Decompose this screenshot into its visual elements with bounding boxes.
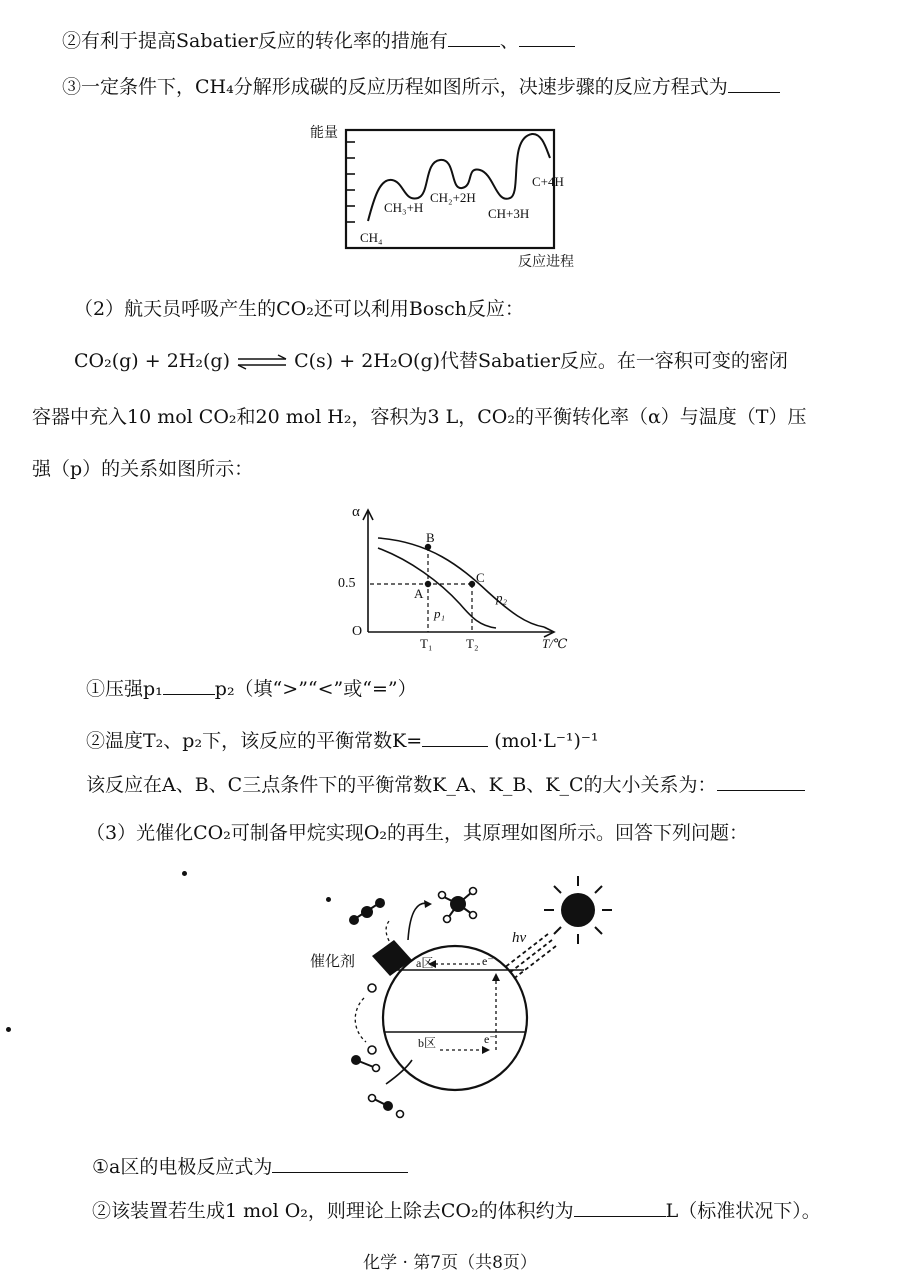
q2-line3: 强（p）的关系如图所示： [32, 458, 254, 480]
q2-line2: 容器中充入10 mol CO₂和20 mol H₂，容积为3 L，CO₂的平衡转化率（α）与温度（T）压 [32, 406, 807, 428]
answer-blank[interactable] [422, 728, 488, 747]
y-tick-label: 0.5 [338, 576, 356, 591]
x-axis-label: T/℃ [542, 636, 568, 651]
x-tick-label-t1: T₁ [420, 636, 433, 651]
q2-intro: （2）航天员呼吸产生的CO₂还可以利用Bosch反应： [74, 298, 524, 320]
species-label: CH₂+2H [430, 190, 476, 205]
point-label-a: A [414, 586, 424, 601]
species-label: CH+3H [488, 206, 530, 221]
q2-item1: ①压强p₁ p₂（填“>”“<”或“=”） [86, 678, 417, 700]
scan-speck [326, 897, 331, 902]
answer-blank[interactable] [728, 74, 780, 93]
zone-a-label: a区 [416, 956, 434, 970]
answer-blank[interactable] [448, 28, 500, 47]
point-label-c: C [476, 570, 485, 585]
x-tick-label-t2: T₂ [466, 636, 479, 651]
answer-blank[interactable] [163, 676, 215, 695]
point-label-b: B [426, 530, 435, 545]
q2-equation: CO₂(g) + 2H₂(g) C(s) + 2H₂O(g)代替Sabatier反应。在一容积可变的密闭 [74, 350, 788, 372]
q2-item2: ②温度T₂、p₂下，该反应的平衡常数K= (mol·L⁻¹)⁻¹ [86, 730, 599, 752]
curve-label-p1: p₁ [434, 606, 446, 621]
page-footer: 化学 · 第7页（共8页） [363, 1253, 537, 1273]
zone-b-label: b区 [418, 1036, 437, 1050]
answer-blank[interactable] [519, 28, 575, 47]
species-label: CH₄ [360, 230, 383, 245]
electron-label-bottom: e⁻ [484, 1032, 496, 1046]
origin-label: O [352, 624, 363, 639]
q3-item2: ②该装置若生成1 mol O₂，则理论上除去CO₂的体积约为 L（标准状况下）。 [92, 1200, 821, 1222]
answer-blank[interactable] [272, 1154, 408, 1173]
energy-axis-label: 能量 [310, 126, 338, 141]
scan-speck [6, 1027, 11, 1032]
q2-item3: 该反应在A、B、C三点条件下的平衡常数K_A、K_B、K_C的大小关系为： [86, 772, 805, 798]
scan-speck [182, 871, 187, 876]
curve-label-p2: p₂ [496, 590, 508, 605]
q3-item1: ①a区的电极反应式为 [92, 1154, 408, 1180]
catalyst-label: 催化剂 [310, 952, 356, 970]
species-label: C+4H [532, 174, 564, 189]
q1-item2: ②有利于提高Sabatier反应的转化率的措施有 、 [62, 28, 575, 54]
y-axis-label: α [352, 504, 360, 520]
q1-item3: ③一定条件下，CH₄分解形成碳的反应历程如图所示，决速步骤的反应方程式为 [62, 74, 780, 100]
equilibrium-arrows-icon [236, 354, 288, 370]
electron-label-top: e⁻ [482, 954, 494, 968]
answer-blank[interactable] [717, 772, 805, 791]
photocatalysis-figure [300, 870, 620, 1126]
q3-intro: （3）光催化CO₂可制备甲烷实现O₂的再生，其原理如图所示。回答下列问题： [86, 822, 749, 844]
hv-label: hν [512, 930, 527, 946]
answer-blank[interactable] [574, 1198, 666, 1217]
photocatalysis-svg [300, 870, 620, 1126]
progress-axis-label: 反应进程 [518, 255, 574, 270]
energy-profile-figure [300, 118, 600, 274]
alpha-temperature-figure [330, 500, 590, 660]
species-label: CH₃+H [384, 200, 424, 215]
